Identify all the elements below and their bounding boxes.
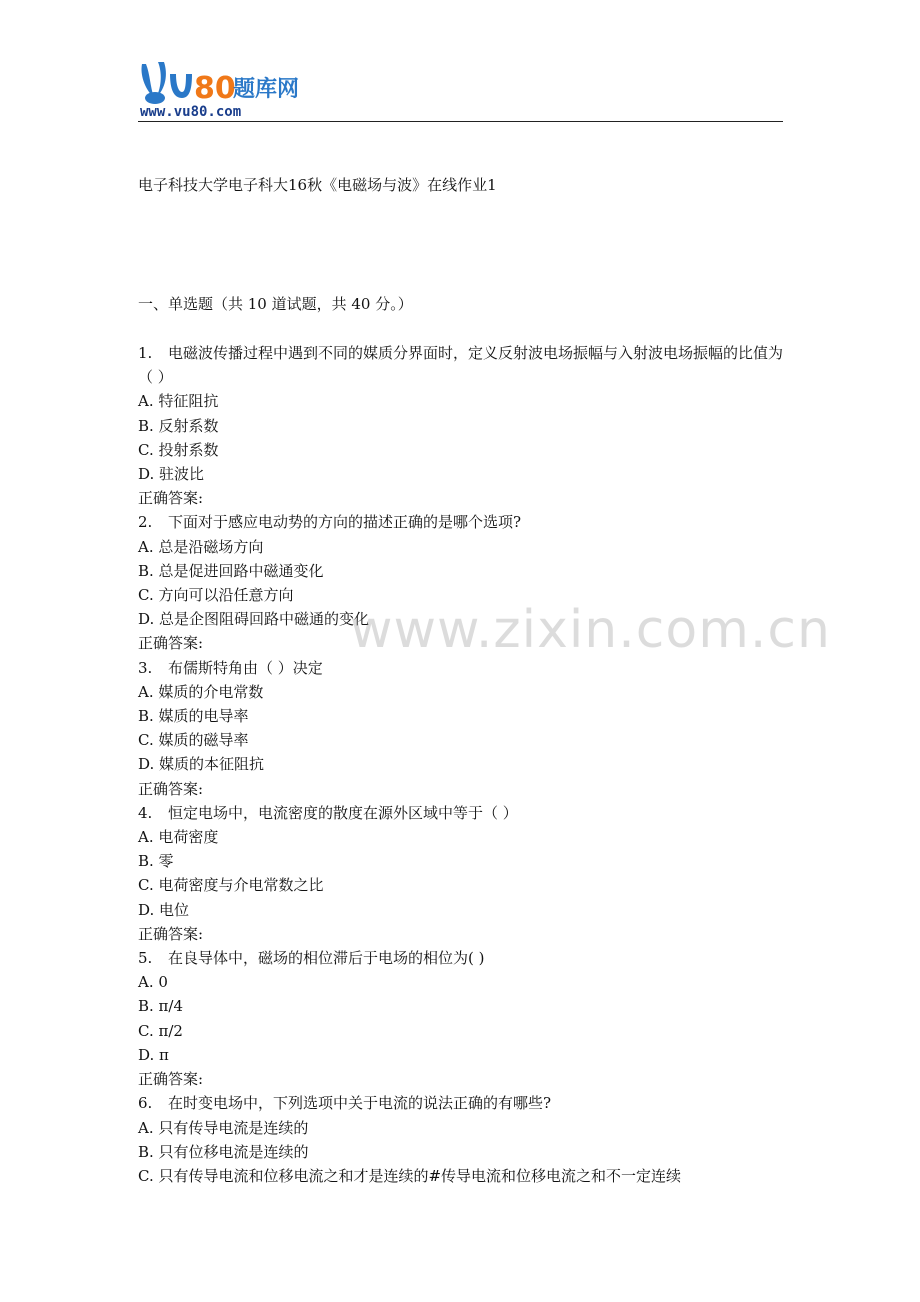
question-number: 4. [138,803,153,822]
correct-answer-label: 正确答案: [138,489,204,508]
option-b: B. 媒质的电导率 [138,707,249,726]
question-2 [138,510,788,655]
question-1 [138,341,788,510]
option-a: A. 电荷密度 [138,828,219,847]
option-a: A. 媒质的介电常数 [138,682,264,701]
option-b: B. 总是促进回路中磁通变化 [138,561,324,580]
vu80-logo [138,58,338,120]
question-text: 在良导体中，磁场的相位滞后于电场的相位为( ) [168,949,485,968]
option-c: C. 电荷密度与介电常数之比 [138,876,324,895]
option-b: B. π/4 [138,997,184,1016]
correct-answer-label: 正确答案: [138,634,204,653]
document-title: 电子科技大学电子科大16秋《电磁场与波》在线作业1 [138,176,497,194]
question-6 [138,1091,788,1188]
question-4 [138,801,788,946]
question-number: 1. [138,344,153,362]
question-text: 在时变电场中，下列选项中关于电流的说法正确的有哪些? [168,1094,552,1113]
option-a: A. 特征阻抗 [138,392,219,411]
option-d: D. π [138,1045,169,1064]
option-d: D. 总是企图阻碍回路中磁通的变化 [138,610,370,629]
header-divider [138,121,783,122]
option-b: B. 零 [138,852,174,871]
question-text: 布儒斯特角由（ ）决定 [168,658,323,677]
correct-answer-label: 正确答案: [138,924,204,943]
question-stem [138,946,788,970]
question-number: 2. [138,513,153,532]
watermark: www.zixin.com.cn [350,600,831,660]
option-c: C. 只有传导电流和位移电流之和才是连续的#传导电流和位移电流之和不一定连续 [138,1166,682,1185]
option-c: C. 投射系数 [138,440,219,459]
question-number: 3. [138,658,153,677]
correct-answer-label: 正确答案: [138,1070,204,1089]
option-c: C. π/2 [138,1021,183,1040]
option-a: A. 总是沿磁场方向 [138,537,264,556]
question-stem [138,341,788,389]
question-stem [138,510,788,534]
question-number: 6. [138,1094,153,1113]
question-text: 恒定电场中，电流密度的散度在源外区域中等于（ ） [168,803,518,822]
svg-text:题库网: 题库网 [233,77,300,102]
option-a: A. 只有传导电流是连续的 [138,1118,309,1137]
logo-url-text: www.vu80.com [140,104,242,120]
option-d: D. 驻波比 [138,465,205,484]
question-stem [138,656,788,680]
option-d: D. 媒质的本征阻抗 [138,755,265,774]
correct-answer-label: 正确答案: [138,779,204,798]
option-a: A. 0 [138,973,168,992]
question-number: 5. [138,949,153,968]
option-c: C. 媒质的磁导率 [138,731,249,750]
question-5 [138,946,788,1091]
question-list [138,341,788,1188]
question-text: 电磁波传播过程中遇到不同的媒质分界面时，定义反射波电场振幅与入射波电场振幅的比值为（ ） [138,344,784,387]
option-c: C. 方向可以沿任意方向 [138,586,294,605]
question-text: 下面对于感应电动势的方向的描述正确的是哪个选项? [168,513,522,532]
svg-text:80: 80 [194,71,236,106]
page-header [138,58,783,124]
question-stem [138,1091,788,1115]
option-d: D. 电位 [138,900,190,919]
question-stem [138,801,788,825]
question-3 [138,656,788,801]
section-heading: 一、单选题（共 10 道试题，共 40 分。） [138,295,413,313]
option-b: B. 只有位移电流是连续的 [138,1142,309,1161]
option-b: B. 反射系数 [138,416,219,435]
